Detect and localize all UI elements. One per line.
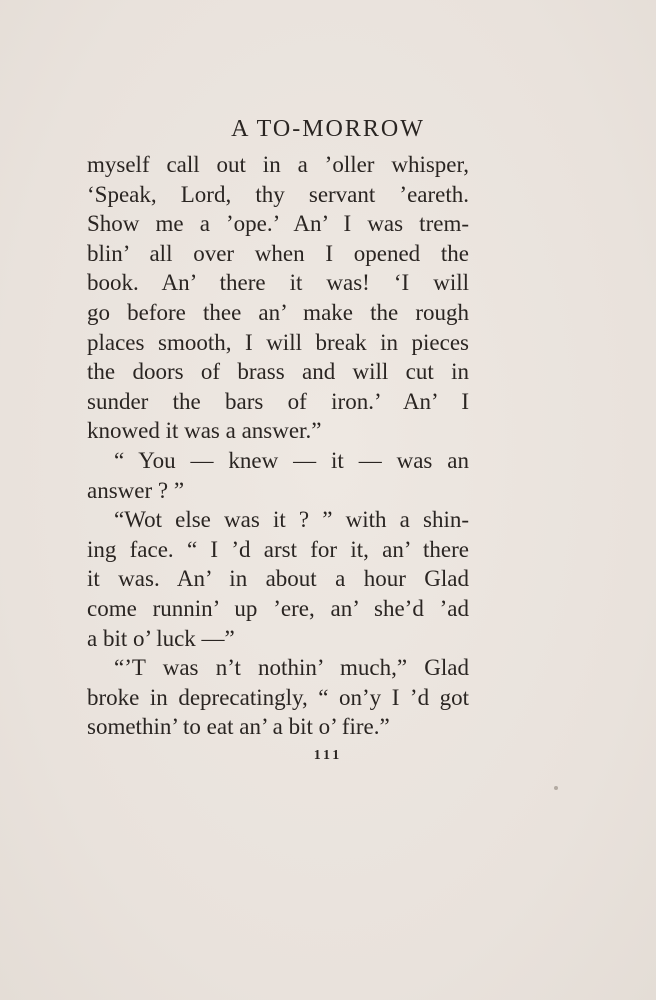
text-line: ‘Speak, Lord, thy servant ’eareth.	[87, 181, 469, 207]
text-line: Show me a ’ope.’ An’ I was trem-	[87, 211, 469, 237]
text-line: blin’ all over when I opened the	[87, 240, 469, 266]
text-line: the doors of brass and will cut in	[87, 359, 469, 385]
paper-speck	[554, 786, 558, 790]
text-line: sunder the bars of iron.’ An’ I	[87, 388, 469, 414]
page-number: 111	[313, 748, 343, 763]
body-text	[87, 150, 469, 742]
text-line: places smooth, I will break in pieces	[87, 329, 469, 355]
text-line: ing face. “ I ’d arst for it, an’ there	[87, 536, 469, 562]
text-line: “’T was n’t nothin’ much,” Glad	[114, 655, 469, 681]
text-line: “ You — knew — it — was an	[114, 447, 469, 473]
text-line: “Wot else was it ? ” with a shin-	[114, 507, 469, 533]
text-line: broke in deprecatingly, “ on’y I ’d got	[87, 684, 469, 710]
text-line: answer ? ”	[87, 477, 185, 503]
text-line: somethin’ to eat an’ a bit o’ fire.”	[87, 714, 390, 740]
text-line: come runnin’ up ’ere, an’ she’d ’ad	[87, 595, 469, 621]
text-line: myself call out in a ’oller whisper,	[87, 152, 469, 177]
text-line: knowed it was a answer.”	[87, 418, 322, 444]
text-line: go before thee an’ make the rough	[87, 299, 469, 325]
text-line: it was. An’ in about a hour Glad	[87, 566, 469, 592]
text-line: book. An’ there it was! ‘I will	[87, 270, 469, 296]
text-line: a bit o’ luck —”	[87, 625, 235, 651]
running-head: A TO-MORROW	[231, 116, 425, 142]
